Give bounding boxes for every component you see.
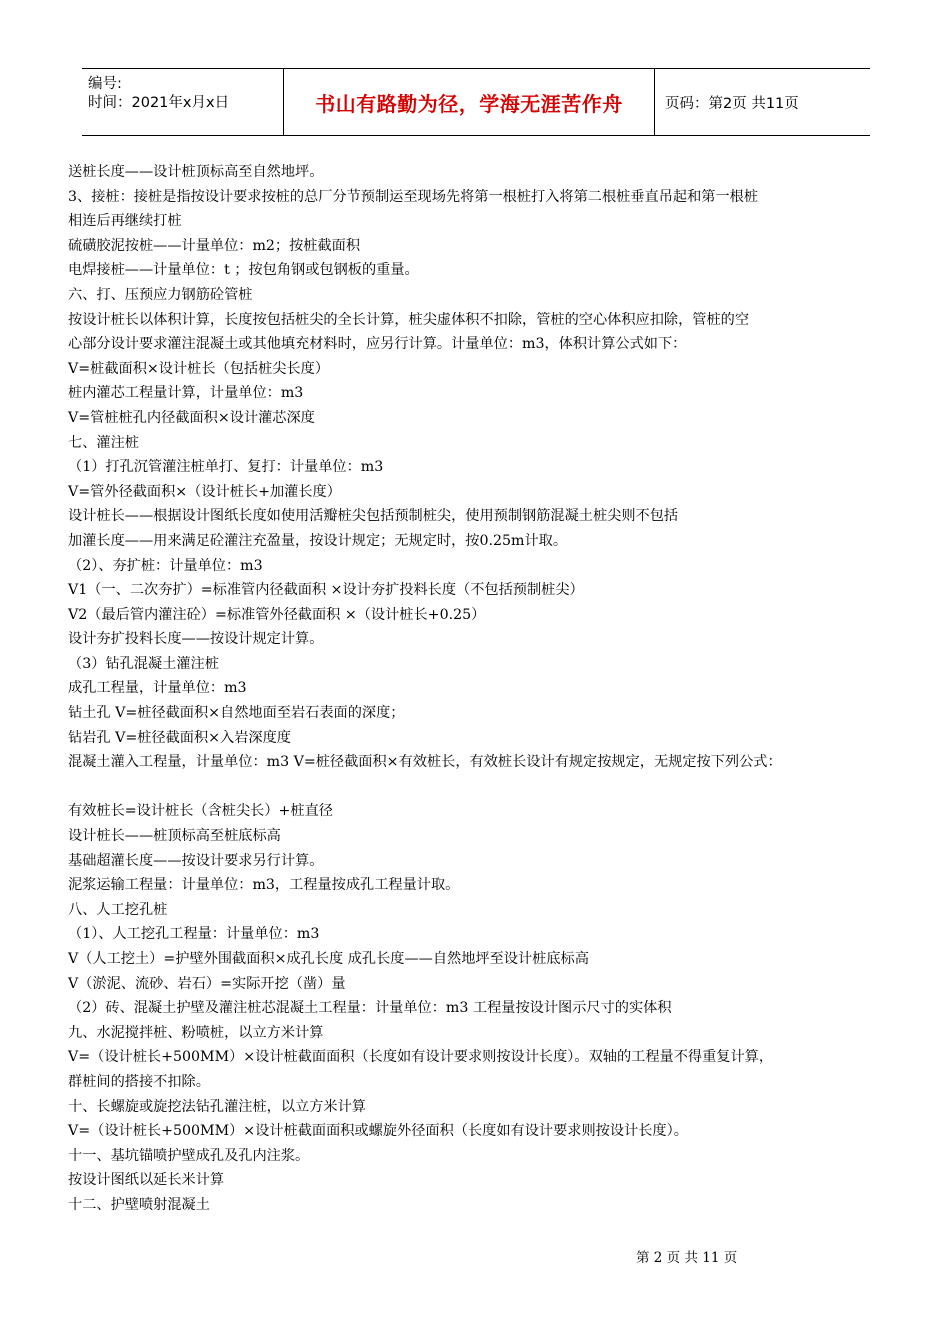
body-line: V=（设计桩长+500MM）×设计桩截面面积或螺旋外径面积（长度如有设计要求则按设计长度）。 xyxy=(68,1123,688,1140)
body-line: 设计桩长——桩顶标高至桩底标高 xyxy=(68,828,281,845)
body-line: （3）钻孔混凝土灌注桩 xyxy=(68,655,219,672)
body-line: 钻土孔 V=桩径截面积×自然地面至岩石表面的深度； xyxy=(68,705,405,722)
body-line: （1）打孔沉管灌注桩单打、复打：计量单位：m3 xyxy=(68,459,384,476)
body-line: 十一、基坑锚喷护壁成孔及孔内注浆。 xyxy=(68,1147,310,1164)
body-line: V1（一、二次夯扩）=标准管内径截面积 ×设计夯扩投料长度（不包括预制桩尖） xyxy=(68,582,584,599)
body-line: V=管桩桩孔内径截面积×设计灌芯深度 xyxy=(68,409,315,426)
body-line: 电焊接桩——计量单位：t ；按包角钢或包钢板的重量。 xyxy=(68,262,419,279)
body-line: V=桩截面积×设计桩长（包括桩尖长度） xyxy=(68,360,330,377)
body-line: 七、灌注桩 xyxy=(68,434,139,451)
body-line: 六、打、压预应力钢筋砼管桩 xyxy=(68,286,253,303)
body-line: V2（最后管内灌注砼）=标准管外径截面积 ×（设计桩长+0.25） xyxy=(68,606,486,623)
document-body xyxy=(68,160,898,1218)
body-line: 加灌长度——用来满足砼灌注充盈量，按设计规定；无规定时，按0.25m计取。 xyxy=(68,532,568,549)
page-header xyxy=(82,68,870,136)
body-line: 十、长螺旋或旋挖法钻孔灌注桩，以立方米计算 xyxy=(68,1098,366,1115)
body-line: 混凝土灌入工程量，计量单位：m3 V=桩径截面积×有效桩长，有效桩长设计有规定按规定，无规定按下列公式： xyxy=(68,754,782,771)
body-line: 九、水泥搅拌桩、粉喷桩，以立方米计算 xyxy=(68,1024,324,1041)
body-line: 泥浆运输工程量：计量单位：m3，工程量按成孔工程量计取。 xyxy=(68,877,460,894)
body-line: 有效桩长=设计桩长（含桩尖长）+桩直径 xyxy=(68,803,333,820)
body-line: 按设计桩长以体积计算，长度按包括桩尖的全长计算，桩尖虚体积不扣除，管桩的空心体积应扣除，管桩的空 xyxy=(68,311,750,328)
body-line: 设计夯扩投料长度——按设计规定计算。 xyxy=(68,631,324,648)
body-line: 群桩间的搭接不扣除。 xyxy=(68,1073,210,1090)
body-line: 3、接桩：接桩是指按设计要求按桩的总厂分节预制运至现场先将第一根桩打入将第二根桩垂直吊起和第一根桩 xyxy=(68,188,759,205)
body-line: （2）、夯扩桩：计量单位：m3 xyxy=(68,557,263,574)
body-line: 十二、护壁喷射混凝土 xyxy=(68,1196,210,1213)
header-left-cell xyxy=(82,69,283,135)
body-line: 按设计图纸以延长米计算 xyxy=(68,1172,225,1189)
body-line: （1）、人工挖孔工程量：计量单位：m3 xyxy=(68,926,320,943)
body-line: 八、人工挖孔桩 xyxy=(68,901,168,918)
body-line: 成孔工程量，计量单位：m3 xyxy=(68,680,247,697)
body-line: 相连后再继续打桩 xyxy=(68,213,182,230)
page-code: 页码：第2页 共11页 xyxy=(665,95,799,112)
body-line: （2）砖、混凝土护壁及灌注桩芯混凝土工程量：计量单位：m3 工程量按设计图示尺寸的实体积 xyxy=(68,1000,672,1017)
body-line: 基础超灌长度——按设计要求另行计算。 xyxy=(68,852,324,869)
body-line: 送桩长度——设计桩顶标高至自然地坪。 xyxy=(68,164,324,180)
time-label: 时间：2021年x月x日 xyxy=(88,95,230,111)
body-line: V=管外径截面积×（设计桩长+加灌长度） xyxy=(68,483,341,500)
body-line xyxy=(68,775,898,800)
body-line: 心部分设计要求灌注混凝土或其他填充材料时，应另行计算。计量单位：m3，体积计算公式如下： xyxy=(68,336,687,353)
motto: 书山有路勤为径，学海无涯苦作舟 xyxy=(283,69,655,135)
number-label: 编号: xyxy=(88,76,122,92)
body-line: V=（设计桩长+500MM）×设计桩截面面积（长度如有设计要求则按设计长度）。双轴的工程量不得重复计算， xyxy=(68,1049,774,1066)
body-line: V（淤泥、流砂、岩石）=实际开挖（凿）量 xyxy=(68,975,346,992)
body-line: V（人工挖土）=护壁外围截面积×成孔长度 成孔长度——自然地坪至设计桩底标高 xyxy=(68,951,589,967)
page-footer: 第 2 页 共 11 页 xyxy=(636,1250,738,1266)
body-line: 设计桩长——根据设计图纸长度如使用活瓣桩尖包括预制桩尖，使用预制钢筋混凝土桩尖则不包括 xyxy=(68,508,679,525)
body-line: 硫磺胶泥按桩——计量单位：m2；按桩截面积 xyxy=(68,237,361,254)
body-line: 钻岩孔 V=桩径截面积×入岩深度度 xyxy=(68,729,291,746)
body-line: 桩内灌芯工程量计算，计量单位：m3 xyxy=(68,385,304,402)
